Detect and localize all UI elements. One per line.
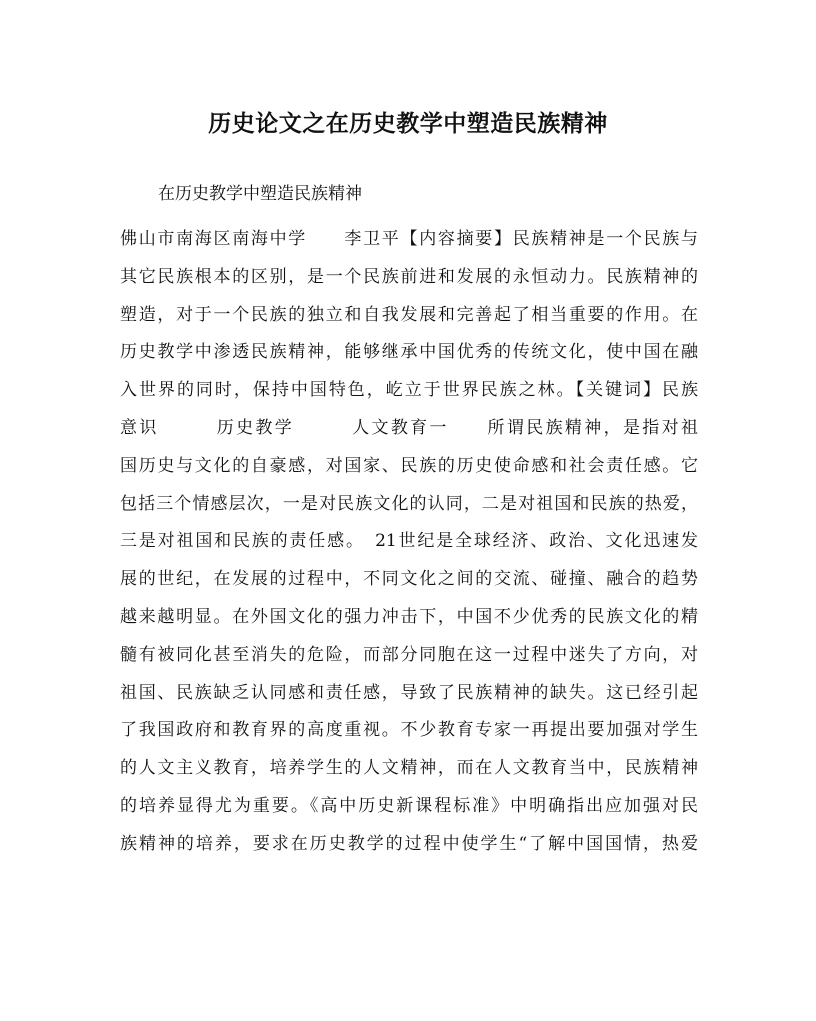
- body-line: 的培养显得尤为重要。《高中历史新课程标准》中明确指出应加强对民: [120, 795, 698, 816]
- body-text: [120, 221, 698, 864]
- body-line: 三是对祖国和民族的责任感。 21世纪是全球经济、政治、文化迅速发: [120, 531, 698, 552]
- body-line: 祖国、民族缺乏认同感和责任感，导致了民族精神的缺失。这已经引起: [120, 682, 698, 703]
- body-line: 的人文主义教育，培养学生的人文精神，而在人文教育当中，民族精神: [120, 758, 698, 779]
- body-line: 了我国政府和教育界的高度重视。不少教育专家一再提出要加强对学生: [120, 720, 698, 741]
- body-line: 展的世纪，在发展的过程中，不同文化之间的交流、碰撞、融合的趋势: [120, 569, 698, 590]
- body-line: 包括三个情感层次，一是对民族文化的认同，二是对祖国和民族的热爱，: [120, 493, 698, 514]
- body-line: 其它民族根本的区别，是一个民族前进和发展的永恒动力。民族精神的: [120, 266, 698, 287]
- body-line: 佛山市南海区南海中学 李卫平【内容摘要】民族精神是一个民族与: [120, 229, 698, 249]
- document-title: 历史论文之在历史教学中塑造民族精神: [208, 110, 608, 137]
- document-subtitle: 在历史教学中塑造民族精神: [158, 184, 362, 204]
- body-line: 意识 历史教学 人文教育一 所谓民族精神，是指对祖: [120, 417, 698, 438]
- body-line: 髓有被同化甚至消失的危险，而部分同胞在这一过程中迷失了方向，对: [120, 644, 698, 665]
- body-line: 塑造，对于一个民族的独立和自我发展和完善起了相当重要的作用。在: [120, 304, 698, 325]
- body-line: 历史教学中渗透民族精神，能够继承中国优秀的传统文化，使中国在融: [120, 342, 698, 363]
- body-line: 国历史与文化的自豪感，对国家、民族的历史使命感和社会责任感。它: [120, 455, 698, 476]
- body-line: 族精神的培养，要求在历史教学的过程中使学生“了解中国国情，热爱: [120, 833, 698, 854]
- body-line: 越来越明显。在外国文化的强力冲击下，中国不少优秀的民族文化的精: [120, 606, 698, 627]
- body-line: 入世界的同时，保持中国特色，屹立于世界民族之林。【关键词】民族: [120, 380, 698, 401]
